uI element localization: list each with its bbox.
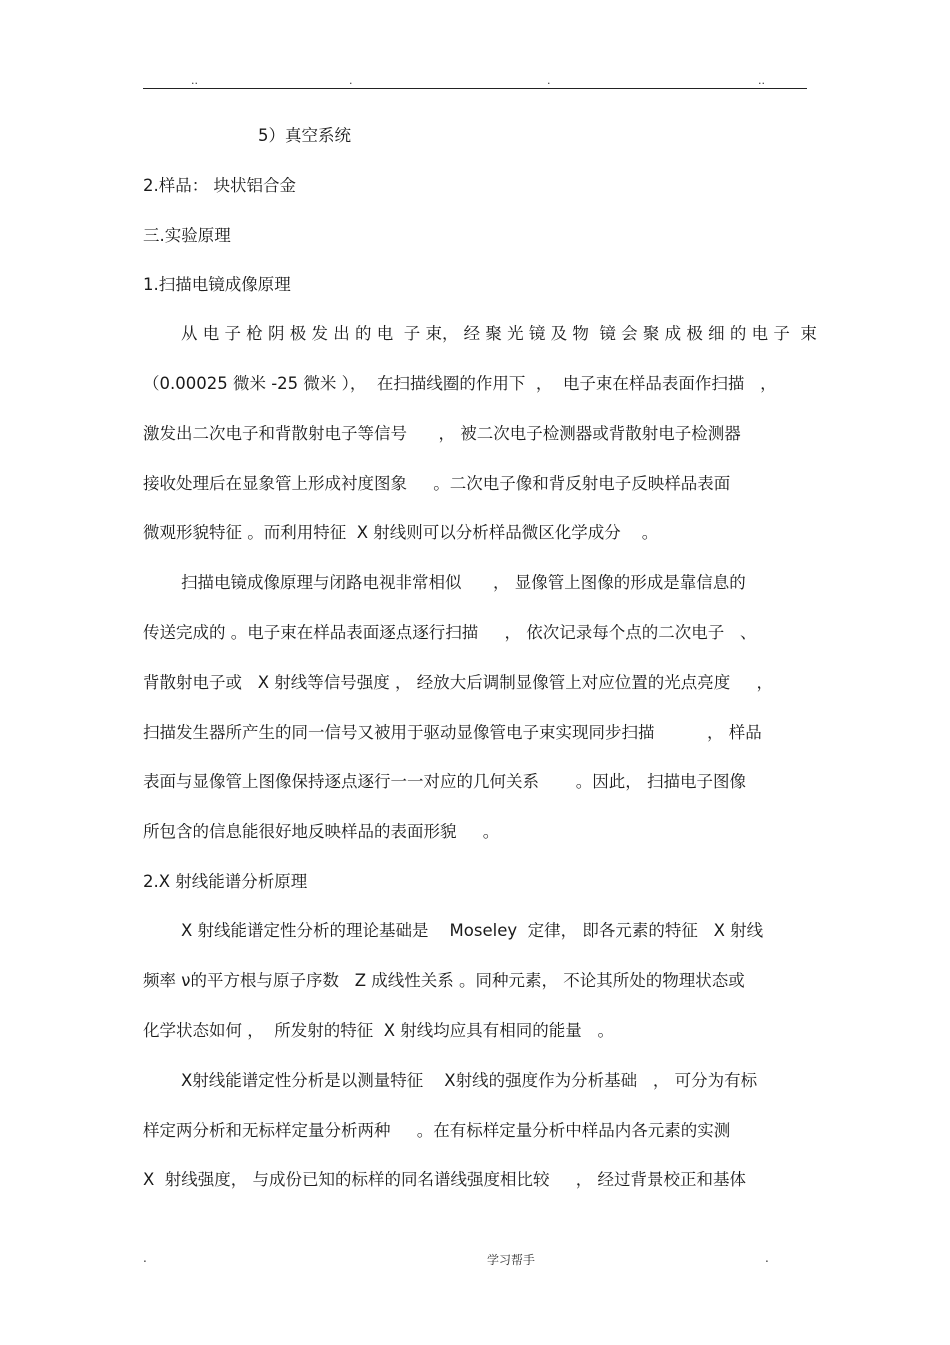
paragraph-line: 频率 ν的平方根与原子序数 Z 成线性关系 。同种元素， 不论其所处的物理状态或 [143, 971, 745, 990]
paragraph-line: 接收处理后在显象管上形成衬度图象 。二次电子像和背反射电子反映样品表面 [143, 474, 731, 493]
paragraph-line: 激发出二次电子和背散射电子等信号 ， 被二次电子检测器或背散射电子检测器 [143, 424, 741, 443]
footer-mark-left: . [143, 1251, 147, 1265]
section-heading: 三.实验原理 [143, 226, 231, 245]
paragraph-line: 扫描发生器所产生的同一信号又被用于驱动显像管电子束实现同步扫描 ， 样品 [143, 723, 762, 742]
header-mark: .. [191, 74, 198, 87]
section-heading: 2.X 射线能谱分析原理 [143, 872, 308, 891]
paragraph-line: 样定两分析和无标样定量分析两种 。在有标样定量分析中样品内各元素的实测 [143, 1121, 731, 1140]
paragraph-line: （0.00025 微米 -25 微米 ）， 在扫描线圈的作用下 ， 电子束在样品表面作扫描 ， [143, 374, 777, 393]
paragraph-line: 扫描电镜成像原理与闭路电视非常相似 ， 显像管上图像的形成是靠信息的 [181, 573, 746, 592]
paragraph-line: X 射线能谱定性分析的理论基础是 Moseley 定律， 即各元素的特征 X 射线 [181, 921, 764, 940]
paragraph-line: 所包含的信息能很好地反映样品的表面形貌 。 [143, 822, 500, 841]
section-item: 5）真空系统 [258, 126, 351, 145]
paragraph-line: 微观形貌特征 。而利用特征 X 射线则可以分析样品微区化学成分 。 [143, 523, 659, 542]
paragraph-line: X 射线强度， 与成份已知的标样的同名谱线强度相比较 ， 经过背景校正和基体 [143, 1170, 747, 1189]
header-mark: . [547, 74, 551, 87]
header-rule [143, 88, 807, 89]
paragraph-line: 背散射电子或 X 射线等信号强度 ， 经放大后调制显像管上对应位置的光点亮度 ， [143, 673, 773, 692]
header-mark: .. [758, 74, 765, 87]
paragraph-line: 从 电 子 枪 阴 极 发 出 的 电 子 束， 经 聚 光 镜 及 物 镜 会 聚 成 极 细 的 电 子 束 [181, 324, 817, 343]
footer-mark-right: . [765, 1251, 769, 1265]
paragraph-line: 表面与显像管上图像保持逐点逐行一一对应的几何关系 。因此， 扫描电子图像 [143, 772, 746, 791]
section-heading: 1.扫描电镜成像原理 [143, 275, 291, 294]
footer-label: 学习帮手 [487, 1253, 536, 1267]
paragraph-line: 传送完成的 。电子束在样品表面逐点逐行扫描 ， 依次记录每个点的二次电子 、 [143, 623, 757, 642]
header-mark: . [349, 74, 353, 87]
paragraph-line: X射线能谱定性分析是以测量特征 X射线的强度作为分析基础 ， 可分为有标 [181, 1071, 758, 1090]
section-heading: 2.样品： 块状铝合金 [143, 176, 296, 195]
paragraph-line: 化学状态如何 ， 所发射的特征 X 射线均应具有相同的能量 。 [143, 1021, 615, 1040]
